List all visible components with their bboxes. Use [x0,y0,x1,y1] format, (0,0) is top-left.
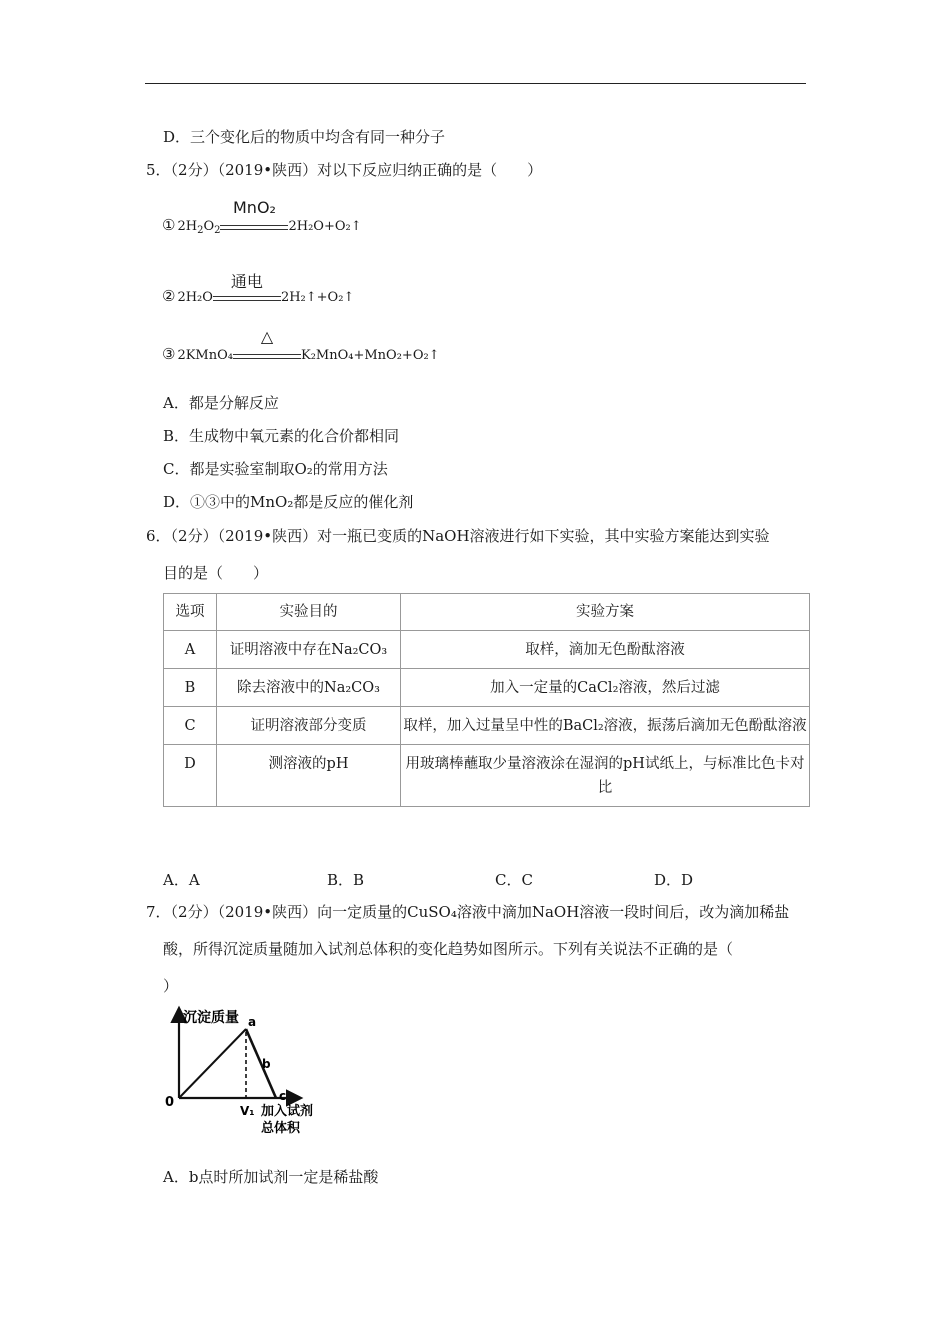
point-c-label: c [279,1089,287,1103]
table-row [164,669,810,707]
table-header-row [164,594,810,631]
v1-label: V₁ [240,1104,255,1118]
y-axis-label: 沉淀质量 [183,1010,239,1026]
reaction-condition-arrow [213,271,281,305]
table-cell-option: B [164,669,217,707]
q5-option-b: B．生成物中氧元素的化合价都相同 [163,427,400,445]
table-cell-plan: 取样，加入过量呈中性的BaCl₂溶液，振荡后滴加无色酚酞溶液 [401,707,810,745]
table-cell-plan: 取样，滴加无色酚酞溶液 [401,631,810,669]
q4-option-d: D．三个变化后的物质中均含有同一种分子 [163,128,446,146]
point-b-label: b [262,1057,271,1071]
q5-reaction-1: ① $2H_2O_2$ MnO₂ 2H₂O+O₂↑ [162,197,362,236]
table-cell-plan: 用玻璃棒蘸取少量溶液涂在湿润的pH试纸上，与标准比色卡对比 [401,745,810,807]
q6-answer-d: D．D [654,871,694,889]
q5-option-a: A．都是分解反应 [163,394,279,412]
falling-segment [246,1029,276,1098]
q5-reaction-2: ② 2H₂O 通电 2H₂↑+O₂↑ [162,287,354,305]
table-header-plan: 实验方案 [401,594,810,631]
table-cell-plan: 加入一定量的CaCl₂溶液，然后过滤 [401,669,810,707]
table-cell-option: D [164,745,217,807]
origin-label: 0 [165,1095,175,1110]
q5-stem: 5．（2分）（2019•陕西）对以下反应归纳正确的是（ ） [146,161,543,179]
condition-electricity: 通电 [230,271,263,291]
q6-experiment-table [163,593,810,807]
table-header-option: 选项 [164,594,217,631]
x-axis-label-line1: 加入试剂 [261,1104,314,1119]
q7-stem-line3: ） [163,977,179,995]
q5-option-c: C．都是实验室制取O₂的常用方法 [163,460,388,478]
rising-segment [179,1029,246,1098]
table-cell-purpose: 除去溶液中的Na₂CO₃ [217,669,401,707]
q5-option-d: D．①③中的MnO₂都是反应的催化剂 [163,493,414,511]
q7-stem-line2: 酸，所得沉淀质量随加入试剂总体积的变化趋势如图所示。下列有关说法不正确的是（ [163,940,734,958]
point-a-label: a [248,1015,257,1029]
table-cell-purpose: 证明溶液部分变质 [217,707,401,745]
reaction-condition-arrow [233,326,301,363]
table-row [164,631,810,669]
table-header-purpose: 实验目的 [217,594,401,631]
table-cell-option: A [164,631,217,669]
q6-stem-line1: 6．（2分）（2019•陕西）对一瓶已变质的NaOH溶液进行如下实验，其中实验方案能达到实验 [146,527,770,545]
q6-answer-a: A．A [163,871,200,889]
x-axis-label-line2: 总体积 [261,1121,301,1136]
table-row [164,745,810,807]
condition-mno2: MnO₂ [233,197,276,217]
q5-reaction-3: ③ 2KMnO₄ △ K₂MnO₄+MnO₂+O₂↑ [162,326,440,363]
q7-option-a: A．b点时所加试剂一定是稀盐酸 [163,1168,379,1186]
q7-precipitate-graph [163,1002,363,1142]
table-cell-option: C [164,707,217,745]
reaction-condition-arrow [220,197,288,234]
header-rule [145,83,806,84]
q7-stem-line1: 7．（2分）（2019•陕西）向一定质量的CuSO₄溶液中滴加NaOH溶液一段时间后，改为滴加稀盐 [146,903,790,921]
table-cell-purpose: 测溶液的pH [217,745,401,807]
q6-answer-c: C．C [495,871,533,889]
table-row [164,707,810,745]
condition-heat: △ [260,326,274,346]
table-cell-purpose: 证明溶液中存在Na₂CO₃ [217,631,401,669]
q6-stem-line2: 目的是（ ） [163,564,269,582]
q6-answer-b: B．B [327,871,365,889]
